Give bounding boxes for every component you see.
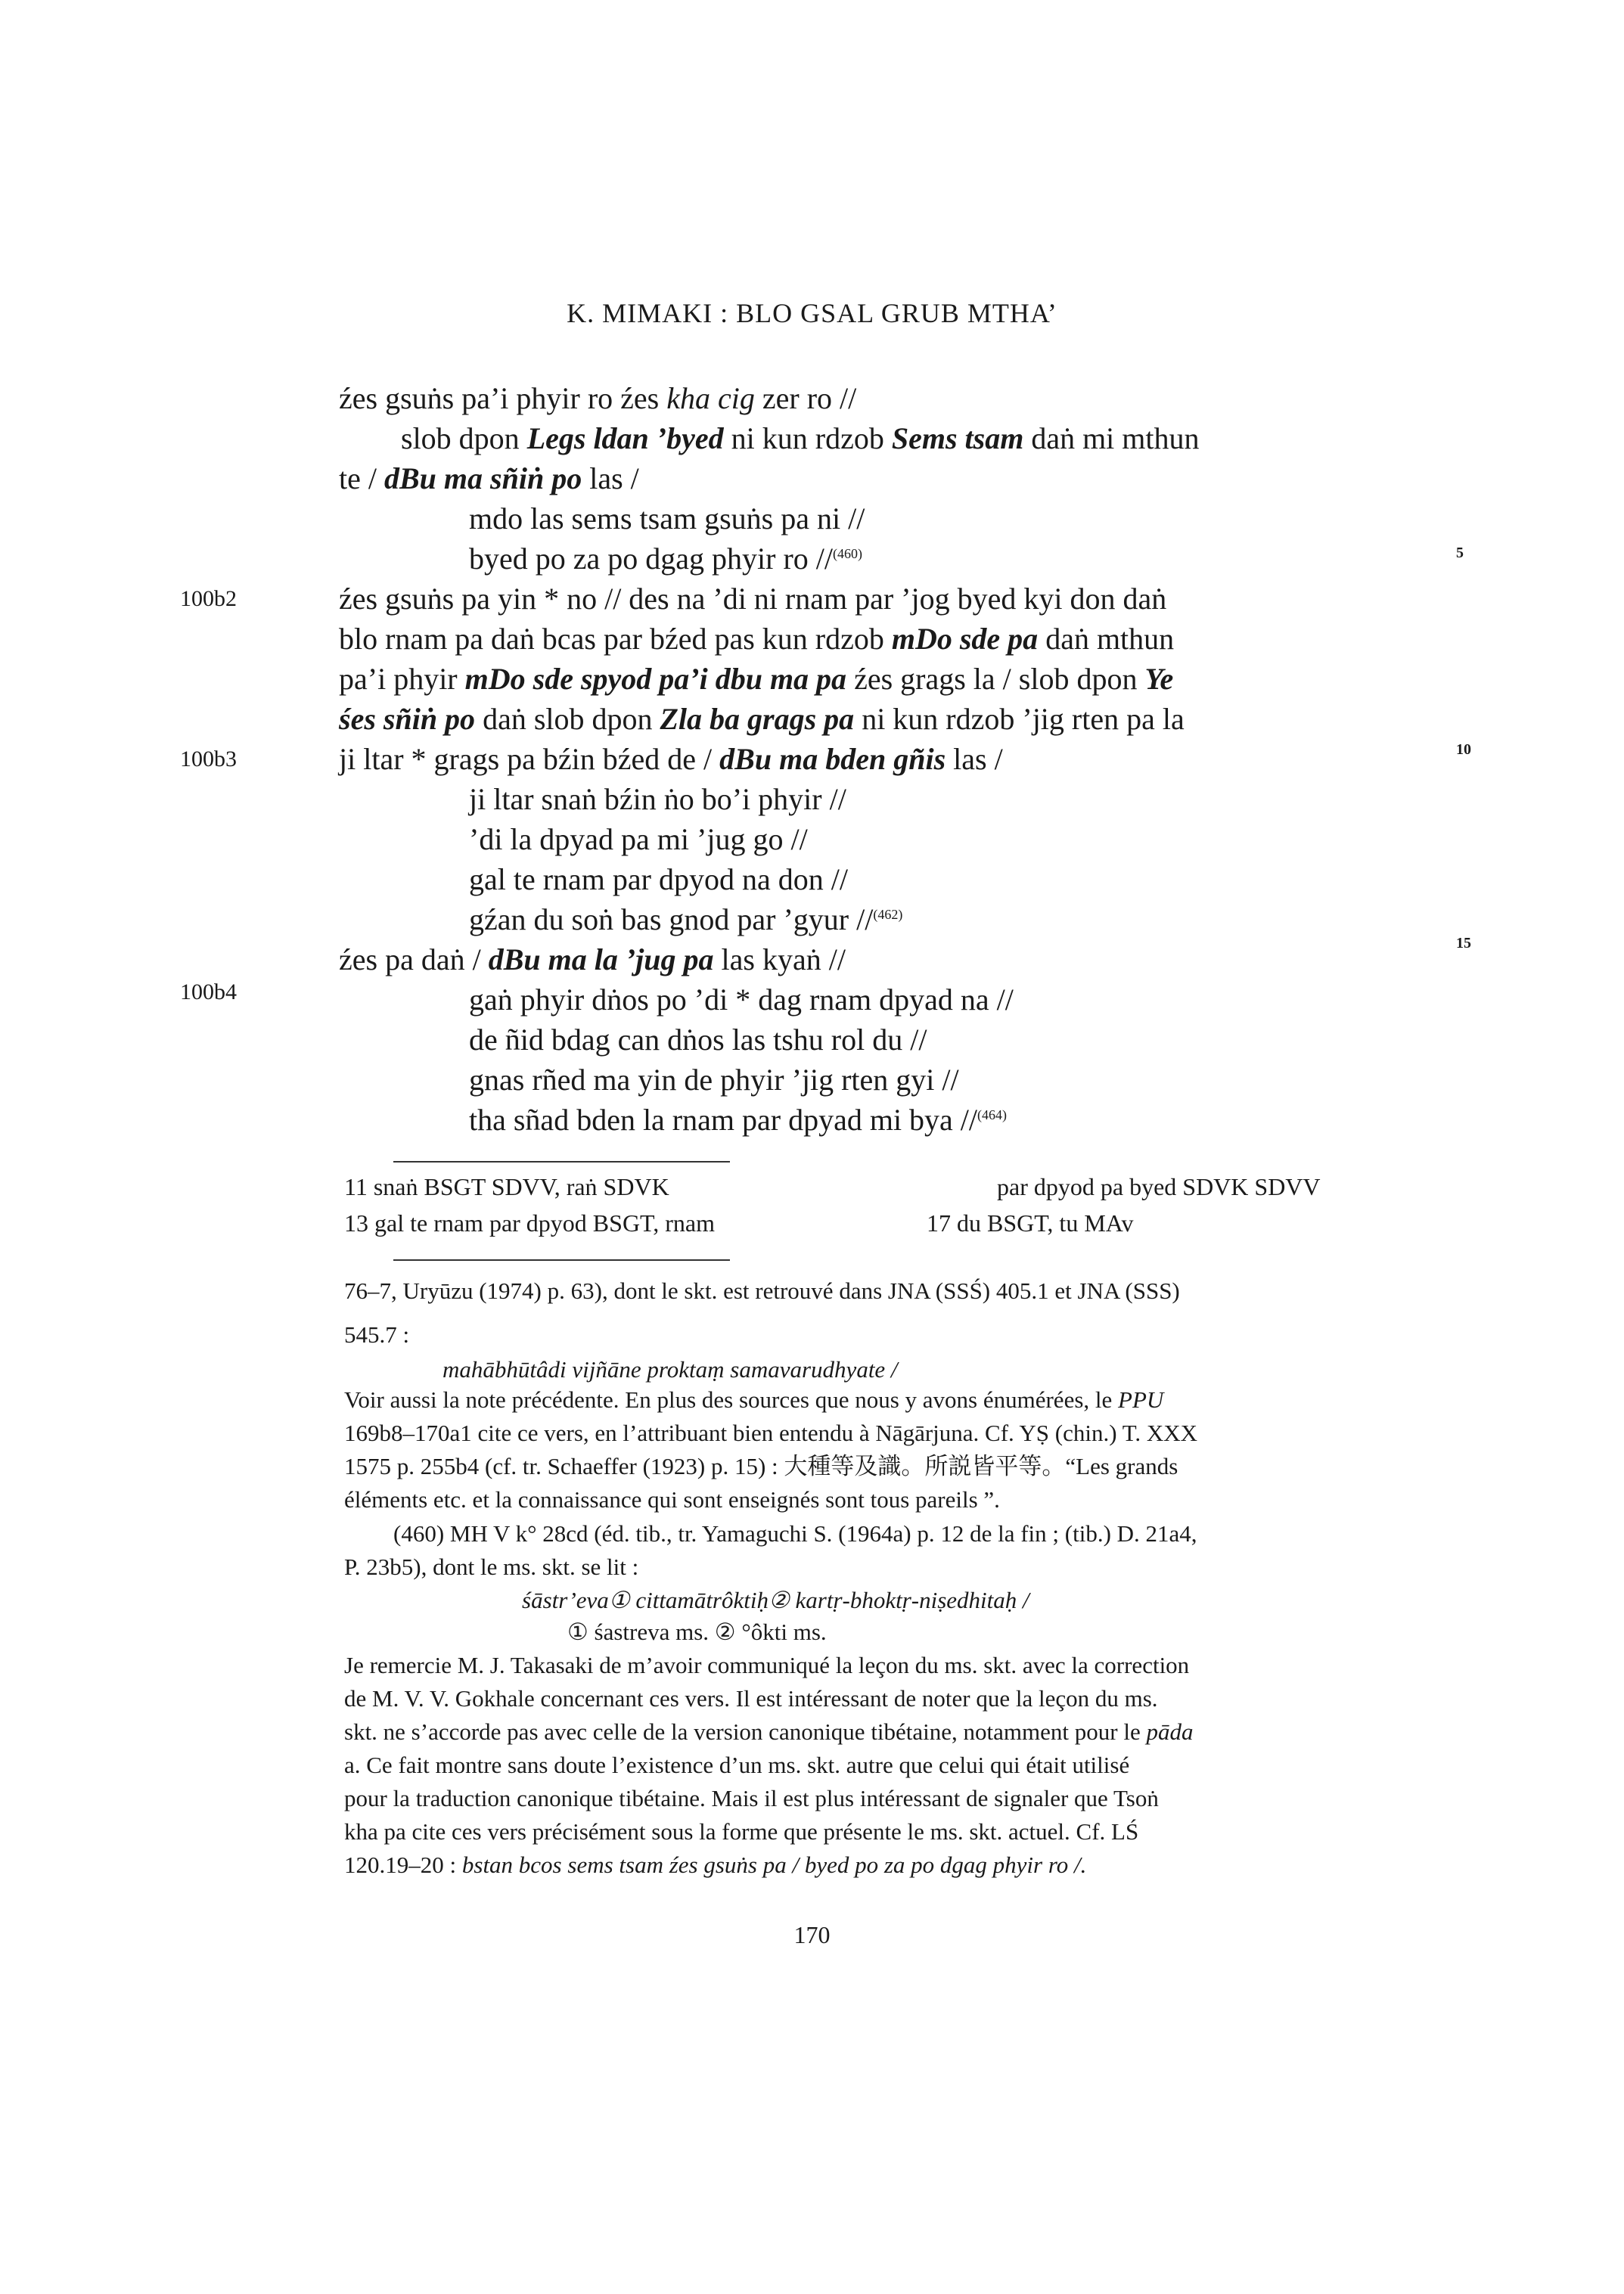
text-line-6: źes gsuṅs pa yin * no // des na ’di ni rnam par ’jog byed kyi don daṅ xyxy=(339,582,1167,616)
text-line-14: gźan du soṅ bas gnod par ’gyur //$^{(462)}$ xyxy=(469,902,903,936)
text-line-11: ji ltar snaṅ bźin ṅo bo’i phyir // xyxy=(469,782,846,816)
note-line: Voir aussi la note précédente. En plus des sources que nous y avons énumérées, le PPU xyxy=(344,1386,1164,1413)
note-line: P. 23b5), dont le ms. skt. se lit : xyxy=(344,1554,639,1580)
note-quote: mahābhūtâdi vijñāne proktaṃ samavarudhyate / xyxy=(442,1356,898,1383)
running-header: K. MIMAKI : BLO GSAL GRUB MTHA’ xyxy=(567,298,1057,328)
text-line-4: mdo las sems tsam gsuṅs pa ni // xyxy=(469,501,865,535)
line-number: 10 xyxy=(1456,741,1471,758)
note-line: 1575 p. 255b4 (cf. tr. Schaeffer (1923) p. 15) : 大種等及識。所説皆平等。“Les grands xyxy=(344,1453,1178,1479)
text-line-1: źes gsuṅs pa’i phyir ro źes kha cig zer ro // xyxy=(339,381,857,415)
note-line: (460) MH V k° 28cd (éd. tib., tr. Yamaguchi S. (1964a) p. 12 de la fin ; (tib.) D. 21a4, xyxy=(393,1520,1197,1547)
note-line: 169b8–170a1 cite ce vers, en l’attribuant bien entendu à Nāgārjuna. Cf. YṢ (chin.) T. XXX xyxy=(344,1420,1198,1446)
text-line-10: ji ltar * grags pa bźin bźed de / dBu ma bden gñis las / xyxy=(339,742,1003,776)
note-line: éléments etc. et la connaissance qui sont enseignés sont tous pareils ”. xyxy=(344,1486,1000,1513)
note-line: Je remercie M. J. Takasaki de m’avoir communiqué la leçon du ms. skt. avec la correction xyxy=(344,1652,1190,1678)
text-line-18: gnas rñed ma yin de phyir ’jig rten gyi // xyxy=(469,1063,959,1097)
note-line: a. Ce fait montre sans doute l’existence d’un ms. skt. autre que celui qui était utilisé xyxy=(344,1752,1130,1778)
text-line-19: tha sñad bden la rnam par dpyad mi bya //$^{(464)}$ xyxy=(469,1103,1008,1137)
apparatus-entry: 17 du BSGT, tu MAv xyxy=(927,1209,1134,1237)
line-number: 5 xyxy=(1456,545,1464,561)
text-line-3: te / dBu ma sñiṅ po las / xyxy=(339,461,639,495)
text-line-9: śes sñiṅ po daṅ slob dpon Zla ba grags pa ni kun rdzob ’jig rten pa la xyxy=(339,702,1185,736)
folio-ref: 100b2 xyxy=(180,586,237,611)
text-line-7: blo rnam pa daṅ bcas par bźed pas kun rdzob mDo sde pa daṅ mthun xyxy=(339,622,1175,656)
text-line-5: byed po za po dgag phyir ro //$^{(460)}$ xyxy=(469,542,862,576)
apparatus-rule xyxy=(393,1161,730,1163)
apparatus-entry: 13 gal te rnam par dpyod BSGT, rnam xyxy=(344,1209,715,1237)
apparatus-entry: 11 snaṅ BSGT SDVV, raṅ SDVK xyxy=(344,1173,669,1200)
note-line: ① śastreva ms. ② °ôkti ms. xyxy=(567,1619,827,1645)
note-quote: śāstr’eva① cittamātrôktiḥ② kartṛ-bhoktṛ-niṣedhitaḥ / xyxy=(522,1587,1029,1613)
text-line-13: gal te rnam par dpyod na don // xyxy=(469,862,848,896)
text-line-2: slob dpon Legs ldan ’byed ni kun rdzob Sems tsam daṅ mi mthun xyxy=(401,421,1200,455)
note-line: de M. V. V. Gokhale concernant ces vers. Il est intéressant de noter que la leçon du ms. xyxy=(344,1685,1158,1712)
text-line-16: gaṅ phyir dṅos po ’di * dag rnam dpyad na // xyxy=(469,982,1014,1017)
page-number: 170 xyxy=(793,1921,831,1948)
folio-ref: 100b4 xyxy=(180,979,237,1004)
apparatus-entry: par dpyod pa byed SDVK SDVV xyxy=(997,1173,1321,1200)
note-line: 120.19–20 : bstan bcos sems tsam źes gsuṅs pa / byed po za po dgag phyir ro /. xyxy=(344,1852,1087,1878)
note-line: skt. ne s’accorde pas avec celle de la version canonique tibétaine, notamment pour le pāda xyxy=(344,1718,1194,1745)
note-line: pour la traduction canonique tibétaine. Mais il est plus intéressant de signaler que Tsoṅ xyxy=(344,1785,1159,1811)
note-line: kha pa cite ces vers précisément sous la forme que présente le ms. skt. actuel. Cf. LŚ xyxy=(344,1818,1139,1845)
text-line-12: ’di la dpyad pa mi ’jug go // xyxy=(469,822,808,856)
note-line: 545.7 : xyxy=(344,1321,410,1348)
text-line-15: źes pa daṅ / dBu ma la ’jug pa las kyaṅ // xyxy=(339,942,846,976)
folio-ref: 100b3 xyxy=(180,747,237,771)
notes-rule xyxy=(393,1259,730,1261)
text-line-8: pa’i phyir mDo sde spyod pa’i dbu ma pa źes grags la / slob dpon Ye xyxy=(339,662,1174,696)
line-number: 15 xyxy=(1456,935,1471,951)
text-line-17: de ñid bdag can dṅos las tshu rol du // xyxy=(469,1023,927,1057)
note-line: 76–7, Uryūzu (1974) p. 63), dont le skt. est retrouvé dans JNA (SSŚ) 405.1 et JNA (SSS) xyxy=(344,1277,1180,1304)
